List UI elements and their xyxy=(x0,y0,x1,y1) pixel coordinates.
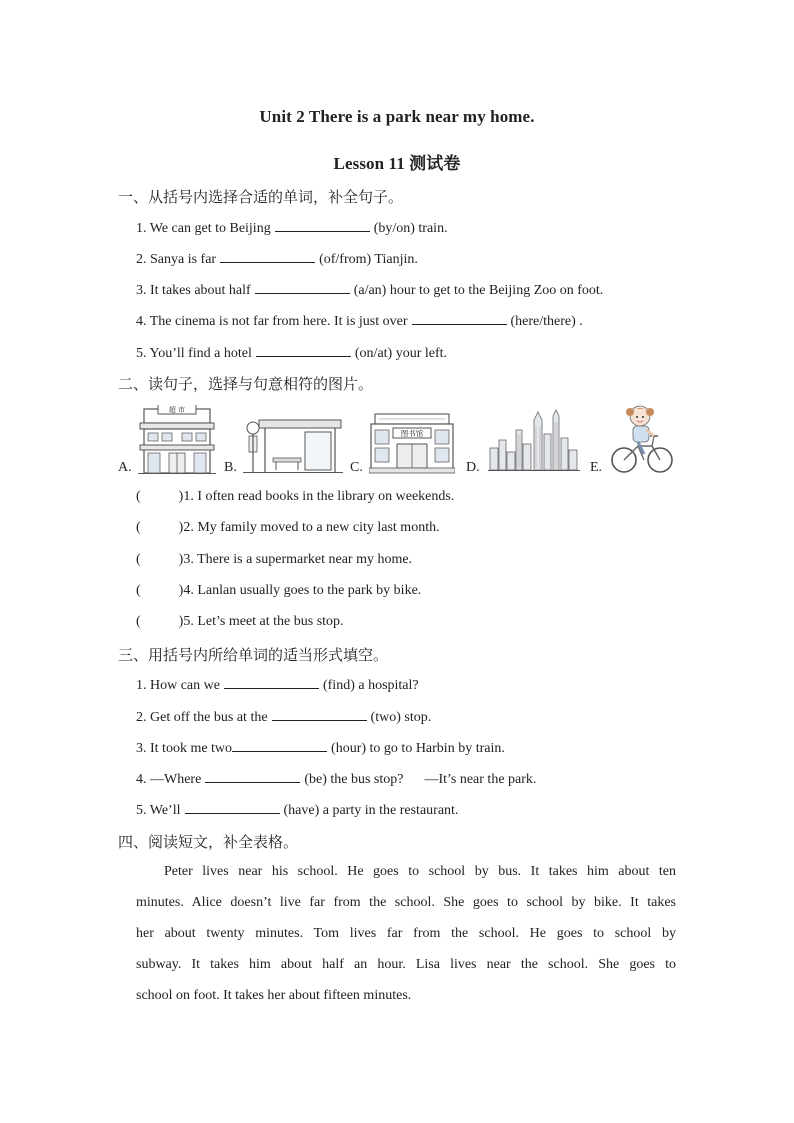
option-e-letter: E. xyxy=(590,460,603,475)
reading-passage xyxy=(136,856,676,1011)
supermarket-icon xyxy=(138,405,216,475)
s2-item-5: ( )5. Let’s meet at the bus stop. xyxy=(136,614,344,629)
section-3-heading: 三、用括号内所给单词的适当形式填空。 xyxy=(118,646,389,664)
section-1-heading: 一、从括号内选择合适的单词，补全句子。 xyxy=(118,188,404,206)
answer-blank[interactable] xyxy=(272,708,367,721)
answer-blank[interactable] xyxy=(275,219,370,232)
section-4-heading: 四、阅读短文，补全表格。 xyxy=(118,833,299,851)
answer-blank[interactable] xyxy=(232,739,327,752)
s3-item-2: 2. Get off the bus at the (two) stop. xyxy=(136,710,432,725)
s3-item-5: 5. We’ll (have) a party in the restaurant. xyxy=(136,803,459,818)
s2-item-3: ( )3. There is a supermarket near my home. xyxy=(136,552,413,567)
option-c-letter: C. xyxy=(350,460,363,475)
answer-blank[interactable] xyxy=(205,770,300,783)
answer-blank[interactable] xyxy=(224,676,319,689)
answer-blank[interactable] xyxy=(412,312,507,325)
passage-line: subway. It takes him about half an hour. Lisa lives near the school. She goes to xyxy=(136,957,676,972)
passage-line: her about twenty minutes. Tom lives far from the school. He goes to school by xyxy=(136,926,676,941)
s2-item-4: ( )4. Lanlan usually goes to the park by bike. xyxy=(136,583,422,598)
s1-item-3: 3. It takes about half (a/an) hour to get to the Beijing Zoo on foot. xyxy=(136,283,604,298)
girl-on-bike-icon xyxy=(610,400,674,476)
supermarket-sign: 超 市 xyxy=(168,406,186,414)
passage-line: school on foot. It takes her about fifteen minutes. xyxy=(136,988,412,1003)
s3-item-3: 3. It took me two (hour) to go to Harbin by train. xyxy=(136,741,505,756)
option-d-letter: D. xyxy=(466,460,480,475)
city-skyline-icon xyxy=(488,408,580,472)
passage-line: Peter lives near his school. He goes to school by bus. It takes him about ten xyxy=(164,864,676,879)
s1-item-1: 1. We can get to Beijing (by/on) train. xyxy=(136,221,448,236)
s3-item-1: 1. How can we (find) a hospital? xyxy=(136,678,419,693)
option-b-letter: B. xyxy=(224,460,237,475)
s2-item-1: ( )1. I often read books in the library on weekends. xyxy=(136,489,455,504)
s1-item-2: 2. Sanya is far (of/from) Tianjin. xyxy=(136,252,418,267)
s2-item-2: ( )2. My family moved to a new city last month. xyxy=(136,520,440,535)
answer-blank[interactable] xyxy=(256,344,351,357)
page-subtitle: Lesson 11 测试卷 xyxy=(333,154,461,173)
s1-item-4: 4. The cinema is not far from here. It is just over (here/there) . xyxy=(136,314,583,329)
answer-blank[interactable] xyxy=(220,250,315,263)
option-a-letter: A. xyxy=(118,460,132,475)
section-2-heading: 二、读句子，选择与句意相符的图片。 xyxy=(118,375,374,393)
library-icon xyxy=(369,410,455,474)
answer-blank[interactable] xyxy=(185,801,280,814)
passage-line: minutes. Alice doesn’t live far from the school. She goes to school by bike. It takes xyxy=(136,895,676,910)
bus-stop-icon xyxy=(243,418,343,474)
page-title: Unit 2 There is a park near my home. xyxy=(259,107,535,126)
answer-blank[interactable] xyxy=(255,281,350,294)
s1-item-5: 5. You’ll find a hotel (on/at) your left. xyxy=(136,346,448,361)
library-sign: 图书馆 xyxy=(400,429,424,438)
s3-item-4: 4. —Where (be) the bus stop? —It’s near the park. xyxy=(136,772,537,787)
